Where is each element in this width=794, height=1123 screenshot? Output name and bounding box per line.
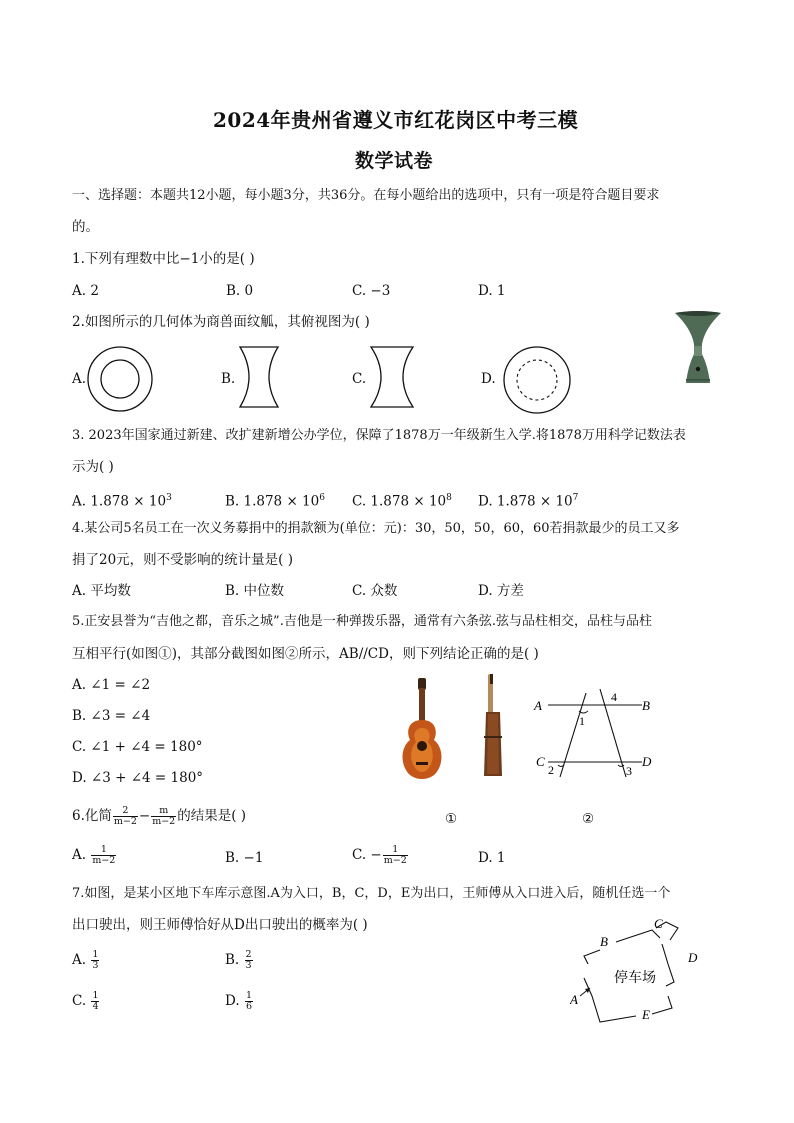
q7-option-d-denominator: 6 <box>245 1001 252 1012</box>
q7-option-d-numerator: 1 <box>245 990 252 1001</box>
q6-option-c <box>352 845 409 866</box>
q3-stem: 3. 2023年国家通过新建、改扩建新增公办学位，保障了1878万一年级新生入学.将1878万用科学记数法表 <box>72 428 686 443</box>
q6-fraction-1 <box>113 806 138 827</box>
label-exit-e: E <box>642 1007 650 1022</box>
q5-stem-cont: 互相平行(如图①)，其部分截图如图②所示，AB//CD，则下列结论正确的是( ) <box>72 646 539 662</box>
q2-stem: 2.如图所示的几何体为商兽面纹觚，其俯视图为( ) <box>72 314 370 330</box>
q2-option-a: A. <box>72 371 87 387</box>
q3-option-a-exponent: 3 <box>166 493 172 503</box>
q6-fraction-2-numerator: m <box>151 806 176 817</box>
transversal-left <box>560 693 586 777</box>
figure-2-label: ② <box>582 811 595 827</box>
q3-option-c-exponent: 8 <box>446 493 452 503</box>
q6-option-b: B. −1 <box>225 850 264 866</box>
angle-2-label: 2 <box>548 763 554 777</box>
q6-option-c-label: C. − <box>352 847 382 863</box>
q1-option-b: B. 0 <box>226 283 254 299</box>
q6-option-c-numerator: 1 <box>383 845 408 856</box>
q2-option-c: C. <box>352 371 367 387</box>
label-b: B <box>642 698 650 713</box>
bronze-gu-vessel-photo <box>672 310 724 386</box>
q6-option-a-label: A. <box>72 847 87 863</box>
q7-option-a-label: A. <box>72 952 87 968</box>
q7-option-c-numerator: 1 <box>92 990 99 1001</box>
label-c: C <box>536 754 545 769</box>
figure-1-label: ① <box>445 811 458 827</box>
section-heading-cont: 的。 <box>72 219 99 235</box>
page-subtitle: 数学试卷 <box>355 150 434 172</box>
q7-option-c-fraction <box>91 991 99 1012</box>
q6-fraction-2-denominator: m−2 <box>152 816 176 827</box>
section-heading: 一、选择题：本题共12小题，每小题3分，共36分。在每小题给出的选项中，只有一项是符合题目要求 <box>72 188 660 203</box>
q2-option-d: D. <box>481 371 496 387</box>
q6-minus-sign: − <box>138 808 151 824</box>
q3-option-a <box>72 489 172 511</box>
q7-option-d <box>225 991 254 1012</box>
q5-parallel-lines-diagram <box>530 685 660 785</box>
q6-stem <box>72 806 246 827</box>
q7-stem-cont: 出口驶出，则王师傅恰好从D出口驶出的概率为( ) <box>72 917 368 933</box>
q7-option-c <box>72 991 100 1012</box>
q6-stem-suffix: 的结果是( ) <box>177 808 247 824</box>
q2-figure-b-concave-shape <box>236 345 282 409</box>
label-a: A <box>534 698 542 713</box>
guitar-photo <box>398 676 446 784</box>
q7-option-b-denominator: 3 <box>245 960 252 971</box>
q7-option-d-label: D. <box>225 993 240 1009</box>
q5-option-a: A. ∠1 = ∠2 <box>72 677 151 693</box>
q7-option-b-numerator: 2 <box>245 949 252 960</box>
q2-figure-c-concave-shape <box>369 345 415 409</box>
q7-parking-garage-diagram <box>570 912 710 1024</box>
q3-stem-cont: 示为( ) <box>72 459 114 475</box>
angle-4-label: 4 <box>611 690 617 704</box>
q7-option-a-denominator: 3 <box>92 960 99 971</box>
q6-option-a-numerator: 1 <box>91 845 116 856</box>
q6-fraction-1-denominator: m−2 <box>113 816 137 827</box>
q3-option-d <box>478 489 578 511</box>
q1-stem: 1.下列有理数中比−1小的是( ) <box>72 251 255 267</box>
q6-option-a <box>72 845 117 866</box>
q3-option-d-exponent: 7 <box>572 493 579 503</box>
q2-figure-d-dashed-circle <box>500 343 574 417</box>
q3-option-c-base: C. 1.878 × 10 <box>352 493 447 510</box>
page-title: 2024年贵州省遵义市红花岗区中考三模 <box>213 108 579 132</box>
q2-figure-a-concentric-circles <box>84 343 156 415</box>
q4-option-b: B. 中位数 <box>225 583 285 599</box>
q6-option-c-fraction <box>383 845 408 866</box>
parking-lot-label: 停车场 <box>614 971 656 986</box>
label-exit-d: D <box>688 950 698 965</box>
q7-option-c-denominator: 4 <box>92 1001 99 1012</box>
q6-fraction-2 <box>151 806 176 827</box>
q7-option-c-label: C. <box>72 993 87 1009</box>
q5-option-d: D. ∠3 + ∠4 = 180° <box>72 770 204 786</box>
q7-option-d-fraction <box>245 991 253 1012</box>
label-entrance-a: A <box>570 992 578 1007</box>
label-exit-b: B <box>600 934 608 949</box>
q4-stem-cont: 捐了20元，则不受影响的统计量是( ) <box>72 552 294 568</box>
q1-option-d: D. 1 <box>478 283 506 299</box>
q6-option-a-denominator: m−2 <box>92 855 116 866</box>
label-exit-c: C <box>654 916 663 931</box>
q7-stem: 7.如图，是某小区地下车库示意图.A为入口，B，C，D，E为出口，王师傅从入口进入后，随机任选一个 <box>72 886 671 901</box>
q5-option-c: C. ∠1 + ∠4 = 180° <box>72 739 203 755</box>
q7-option-b-label: B. <box>225 952 240 968</box>
q7-option-b <box>225 950 254 971</box>
q5-stem: 5.正安县誉为“吉他之都，音乐之城”.吉他是一种弹拨乐器，通常有六条弦.弦与品柱相交，品柱与品柱 <box>72 614 652 629</box>
q6-stem-prefix: 6.化简 <box>72 808 112 824</box>
angle-1-label: 1 <box>579 714 585 728</box>
q7-option-a-fraction <box>91 950 99 971</box>
q3-option-b-base: B. 1.878 × 10 <box>225 493 320 510</box>
q6-option-c-denominator: m−2 <box>383 855 407 866</box>
angle-3-label: 3 <box>626 764 632 778</box>
q4-stem: 4.某公司5名员工在一次义务募捐中的捐款额为(单位：元)：30，50，50，60，60若捐款最少的员工又多 <box>72 521 680 536</box>
q3-option-d-base: D. 1.878 × 10 <box>478 493 573 510</box>
q7-option-a-numerator: 1 <box>92 949 99 960</box>
q1-option-a: A. 2 <box>72 283 99 299</box>
q1-option-c: C. −3 <box>352 283 391 299</box>
q3-option-a-base: A. 1.878 × 10 <box>72 493 167 510</box>
q6-option-d: D. 1 <box>478 850 506 866</box>
q3-option-b <box>225 489 325 511</box>
q4-option-c: C. 众数 <box>352 583 398 599</box>
q3-option-b-exponent: 6 <box>319 493 325 503</box>
q7-option-b-fraction <box>245 950 253 971</box>
guitar-side-photo <box>480 672 506 780</box>
q6-fraction-1-numerator: 2 <box>113 806 138 817</box>
q7-option-a <box>72 950 100 971</box>
q2-option-b: B. <box>221 371 236 387</box>
q5-option-b: B. ∠3 = ∠4 <box>72 708 151 724</box>
q4-option-a: A. 平均数 <box>72 583 131 599</box>
q3-option-c <box>352 489 452 511</box>
q6-option-a-fraction <box>91 845 116 866</box>
label-d: D <box>642 754 652 769</box>
q4-option-d: D. 方差 <box>478 583 524 599</box>
